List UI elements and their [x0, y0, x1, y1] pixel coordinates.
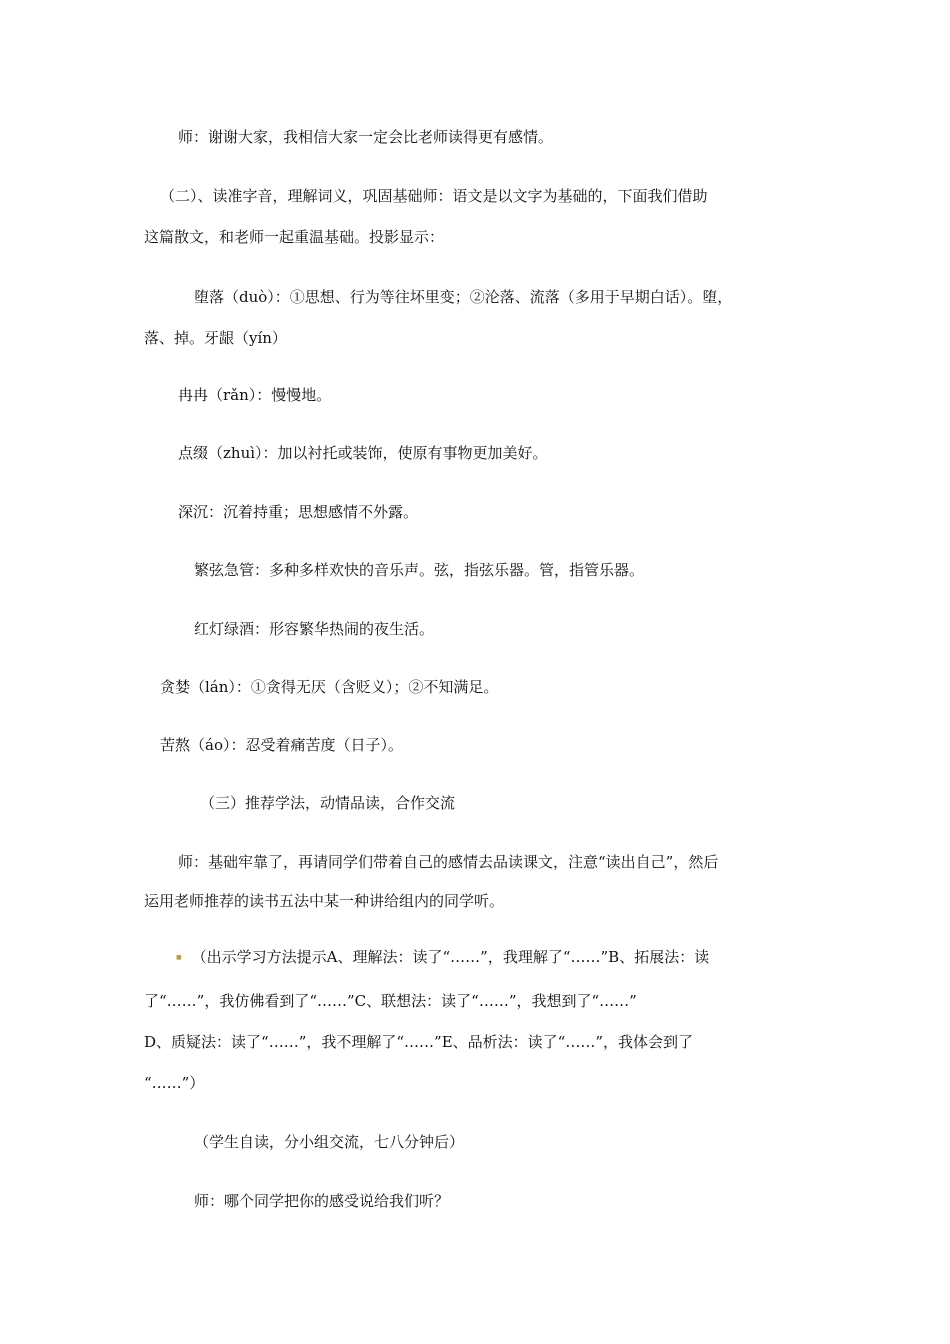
stage-direction-line: （学生自读，分小组交流，七八分钟后）: [194, 1133, 465, 1151]
paragraph-line: 这篇散文，和老师一起重温基础。投影显示：: [144, 228, 445, 246]
vocab-entry-line: 贪婪（lán）：①贪得无厌（含贬义）；②不知满足。: [160, 678, 499, 696]
vocab-entry-line: 深沉：沉着持重；思想感情不外露。: [178, 503, 419, 521]
vocab-entry-line: 冉冉（rǎn）：慢慢地。: [178, 386, 332, 404]
paragraph-line: 运用老师推荐的读书五法中某一种讲给组内的同学听。: [144, 892, 505, 910]
vocab-entry-line: 红灯绿酒：形容繁华热闹的夜生活。: [194, 620, 435, 638]
vocab-entry-line: 落、掉。牙龈（yín）: [144, 329, 287, 347]
method-hint-text: （出示学习方法提示A、理解法：读了“……”，我理解了“……”B、拓展法：读: [191, 948, 710, 966]
vocab-entry-line: 苦熬（áo）：忍受着痛苦度（日子）。: [160, 736, 403, 754]
paragraph-line: 师：基础牢靠了，再请同学们带着自己的感情去品读课文，注意“读出自己”，然后: [178, 853, 719, 871]
vocab-entry-line: 繁弦急管：多种多样欢快的音乐声。弦，指弦乐器。管，指管乐器。: [194, 561, 645, 579]
vocab-entry-line: 点缀（zhuì）：加以衬托或装饰，使原有事物更加美好。: [178, 444, 548, 462]
section-heading-line: （二）、读准字音，理解词义，巩固基础师：语文是以文字为基础的，下面我们借助: [160, 187, 708, 205]
paragraph-line: 师：谢谢大家，我相信大家一定会比老师读得更有感情。: [178, 128, 554, 146]
method-hint-line: [176, 947, 709, 968]
section-heading-line: （三）推荐学法，动情品读，合作交流: [200, 794, 456, 812]
bullet-icon: ■: [176, 954, 182, 961]
method-hint-line: 了“……”，我仿佛看到了“……”C、联想法：读了“……”，我想到了“……”: [144, 992, 637, 1010]
method-hint-line: D、质疑法：读了“……”，我不理解了“……”E、品析法：读了“……”，我体会到了: [144, 1033, 693, 1051]
vocab-entry-line: 堕落（duò）：①思想、行为等往坏里变；②沦落、流落（多用于早期白话）。堕，: [194, 288, 733, 306]
method-hint-line: “……”）: [144, 1074, 205, 1092]
paragraph-line: 师：哪个同学把你的感受说给我们听？: [194, 1192, 450, 1210]
